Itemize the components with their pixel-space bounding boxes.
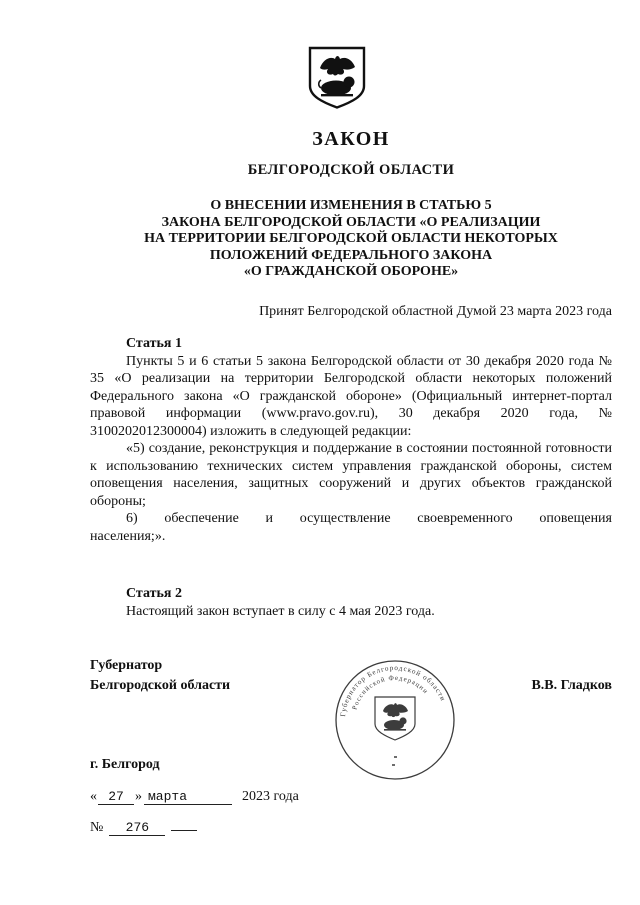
signer-post bbox=[90, 656, 230, 696]
subject-line: НА ТЕРРИТОРИИ БЕЛГОРОДСКОЙ ОБЛАСТИ НЕКОТОРЫХ bbox=[144, 231, 558, 246]
coat-of-arms-icon bbox=[308, 46, 366, 115]
subject-line: «О ГРАЖДАНСКОЙ ОБОРОНЕ» bbox=[243, 264, 459, 279]
number-value-field: 276 bbox=[109, 820, 165, 836]
seal-inner-text: Российской Федерации bbox=[351, 674, 430, 711]
article-1-paragraph: Пункты 5 и 6 статьи 5 закона Белгородской области от 30 декабря 2020 года № 35 «О реализации на территории Белгородской области некоторых положений Федерального закона «О гражданской обороне» (Официальный интернет-портал правовой информации (www.pravo.gov.ru), 30 декабря 2020 года, № 3100202012300004) изложить в следующей редакции: bbox=[90, 353, 612, 439]
signer-post-line: Губернатор bbox=[90, 658, 163, 673]
region-title: БЕЛГОРОДСКОЙ ОБЛАСТИ bbox=[247, 162, 455, 178]
number-label: № bbox=[90, 820, 104, 835]
adoption-line: Принят Белгородской областной Думой 23 марта 2023 года bbox=[259, 303, 612, 319]
subject-line: ПОЛОЖЕНИЙ ФЕДЕРАЛЬНОГО ЗАКОНА bbox=[209, 247, 493, 263]
article-2-heading: Статья 2 bbox=[126, 586, 182, 601]
article-1-paragraph: 6) обеспечение и осуществление своевременного оповещения населения;». bbox=[90, 511, 612, 544]
signer-name: В.В. Гладков bbox=[531, 678, 612, 693]
article-2-paragraph: Настоящий закон вступает в силу с 4 мая 2023 года. bbox=[126, 603, 435, 619]
date-open-quote: « bbox=[90, 788, 97, 804]
date-month-field: марта bbox=[144, 789, 232, 805]
date-close-quote: » bbox=[135, 788, 142, 804]
subject-line: ЗАКОНА БЕЛГОРОДСКОЙ ОБЛАСТИ «О РЕАЛИЗАЦИИ bbox=[161, 214, 541, 230]
signer-post-line: Белгородской области bbox=[90, 678, 231, 693]
article-1 bbox=[90, 335, 612, 545]
date-year: 2023 года bbox=[242, 788, 299, 804]
signing-date-line bbox=[90, 788, 612, 806]
article-1-heading: Статья 1 bbox=[126, 336, 182, 351]
signing-place: г. Белгород bbox=[90, 757, 160, 772]
article-1-paragraph: «5) создание, реконструкция и поддержание в состоянии постоянной готовности к использованию технических систем управления гражданской обороны, систем оповещения населения, защитных сооружений и других объектов гражданской обороны; bbox=[90, 441, 612, 509]
document-subject-title bbox=[90, 198, 612, 281]
seal-coat-of-arms bbox=[375, 697, 415, 740]
number-underline-extension bbox=[171, 830, 197, 831]
subject-line: О ВНЕСЕНИИ ИЗМЕНЕНИЯ В СТАТЬЮ 5 bbox=[210, 198, 492, 213]
official-seal-stamp bbox=[332, 657, 458, 788]
date-day-field: 27 bbox=[98, 789, 134, 805]
document-type-title: ЗАКОН bbox=[312, 128, 390, 150]
seal-outer-text: Губернатор Белгородской области bbox=[339, 663, 448, 718]
document-number-line bbox=[90, 819, 612, 837]
article-2 bbox=[90, 585, 612, 620]
